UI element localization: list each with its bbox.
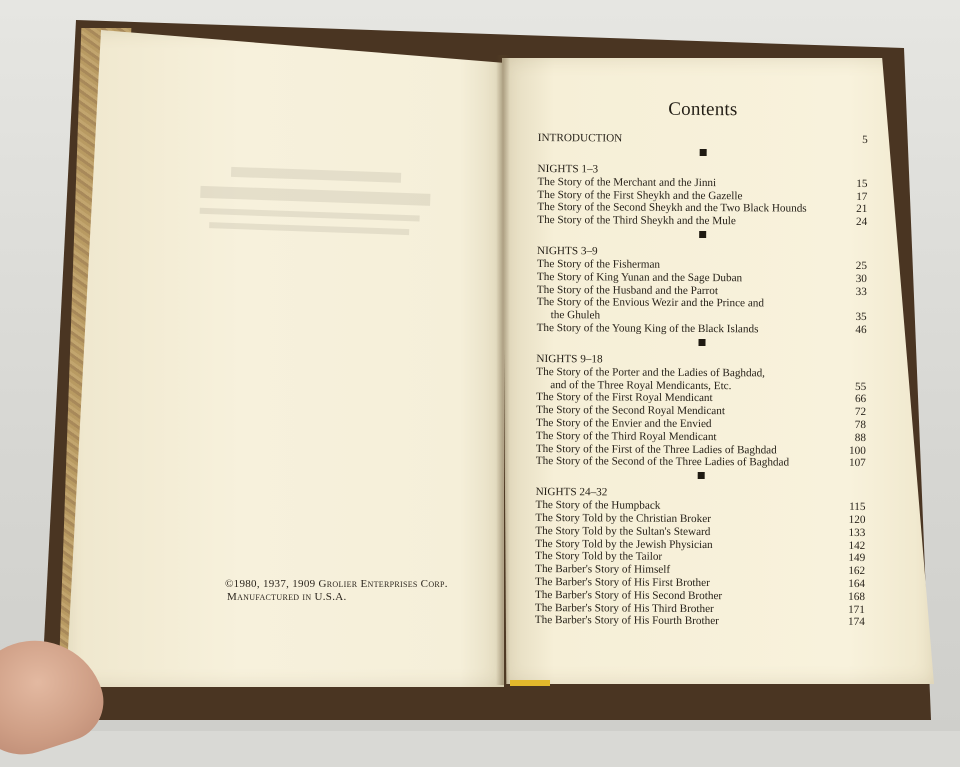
toc-entry-title: The Story of the Second Royal Mendicant [536,404,726,418]
toc-entry-page: 24 [856,216,868,229]
copyright-line: ©1980, 1937, 1909 Grolier Enterprises Corp. [225,578,448,590]
toc-entry [536,455,866,470]
toc-entry-title: The Story Told by the Jewish Physician [535,537,713,551]
toc-entry-title: The Story Told by the Sultan's Steward [535,524,711,538]
toc-entry-title: The Story of the First of the Three Ladies of Baghdad [535,442,777,457]
toc-entry-page: 171 [848,603,865,616]
toc-entry-title: The Story of the Envious Wezir and the Prince and [536,296,765,310]
toc-entry-title: The Story of the Husband and the Parrot [536,283,719,297]
toc-entry-page: 72 [854,406,867,419]
toc-entry-title: INTRODUCTION [537,131,623,145]
toc-entry-page: 133 [848,526,866,539]
toc-entry-page: 120 [848,513,866,526]
toc-entry-title: The Barber's Story of His Fourth Brother [534,614,719,628]
toc-entry-introduction [538,132,868,147]
toc-entry-title: The Barber's Story of His Second Brother [534,588,723,602]
book-gutter [496,55,510,685]
toc-entry-page: 142 [848,539,866,552]
section-separator-square [698,339,705,346]
toc-entry-page: 162 [848,565,866,578]
toc-entry-page: 30 [855,272,867,285]
toc-entry-title: The Story of the Third Royal Mendicant [535,429,717,443]
toc-entry-page: 174 [847,616,865,629]
toc-entry-page: 33 [855,285,867,298]
toc-entry-title: The Story of the First Sheykh and the Gazelle [537,188,743,202]
toc-entry-title: The Story of the Young King of the Black Islands [536,321,759,336]
toc-entry-page [845,298,867,311]
copyright-notice [225,578,485,604]
toc-entry-title: The Story of the Second of the Three Ladies of Baghdad [535,455,790,469]
toc-entry-page: 100 [849,444,866,457]
toc-entry-page: 88 [854,431,866,444]
section-separator-square [697,472,704,479]
toc-entry-title: The Story of the Third Sheykh and the Mule [537,214,736,228]
table-of-contents [535,98,868,629]
toc-entry-page: 115 [849,501,866,514]
contents-title: Contents [668,98,738,121]
toc-entry-title: The Story of the Merchant and the Jinni [537,175,717,189]
toc-entry-title: The Story of the Fisherman [536,257,661,271]
bookmark-ribbon-edge [510,680,550,686]
toc-entry-title: The Barber's Story of His Third Brother [534,601,714,615]
toc-entry-page: 5 [862,133,868,147]
toc-entry [535,614,865,629]
toc-entry-title: the Ghuleh [550,309,601,322]
toc-entry-title: The Story of the Humpback [535,499,661,512]
toc-entry-page: 66 [854,393,867,406]
toc-entry-title: The Story of the First Royal Mendicant [536,391,713,405]
toc-section-heading: NIGHTS 9–18 [536,352,603,366]
toc-entry-page: 164 [848,577,866,590]
toc-entry-title: The Story of the Porter and the Ladies of Baghdad, [536,365,766,380]
toc-entry-page: 168 [848,590,865,603]
toc-section-heading: NIGHTS 24–32 [535,486,608,499]
toc-entry-page [844,368,866,381]
toc-entry-title: The Barber's Story of Himself [535,563,671,576]
toc-entry-page: 55 [855,380,867,393]
toc-entry-title: The Story of King Yunan and the Sage Duban [536,270,743,285]
show-through-text [199,166,441,244]
manufactured-line: Manufactured in U.S.A. [227,591,347,603]
toc-section-heading: NIGHTS 3–9 [537,244,598,258]
toc-entry-title: The Story of the Second Sheykh and the Two Black Hounds [537,201,807,216]
toc-sections [535,163,868,629]
toc-section-heading: NIGHTS 1–3 [537,162,599,176]
toc-entry-title: The Story Told by the Tailor [535,550,663,564]
toc-entry [537,214,867,229]
toc-entry-page: 17 [856,190,868,203]
toc-entry-title: The Story of the Envier and the Envied [535,416,712,431]
toc-entry-page: 21 [856,203,868,216]
toc-entry [537,322,867,337]
toc-entry-page: 149 [848,552,866,565]
toc-entry-page: 15 [856,177,868,190]
toc-entry-page: 46 [855,323,867,336]
toc-entry-page: 107 [848,457,866,470]
toc-entry-title: The Story Told by the Christian Broker [535,511,711,526]
toc-entry-page: 78 [854,418,867,431]
toc-entry-title: The Barber's Story of His First Brother [535,575,710,589]
toc-entry-title: and of the Three Royal Mendicants, Etc. [550,378,732,392]
section-separator-square [699,231,706,238]
toc-entry-page: 35 [855,311,867,324]
section-separator-square [699,149,706,156]
toc-entry-page: 25 [855,259,868,272]
